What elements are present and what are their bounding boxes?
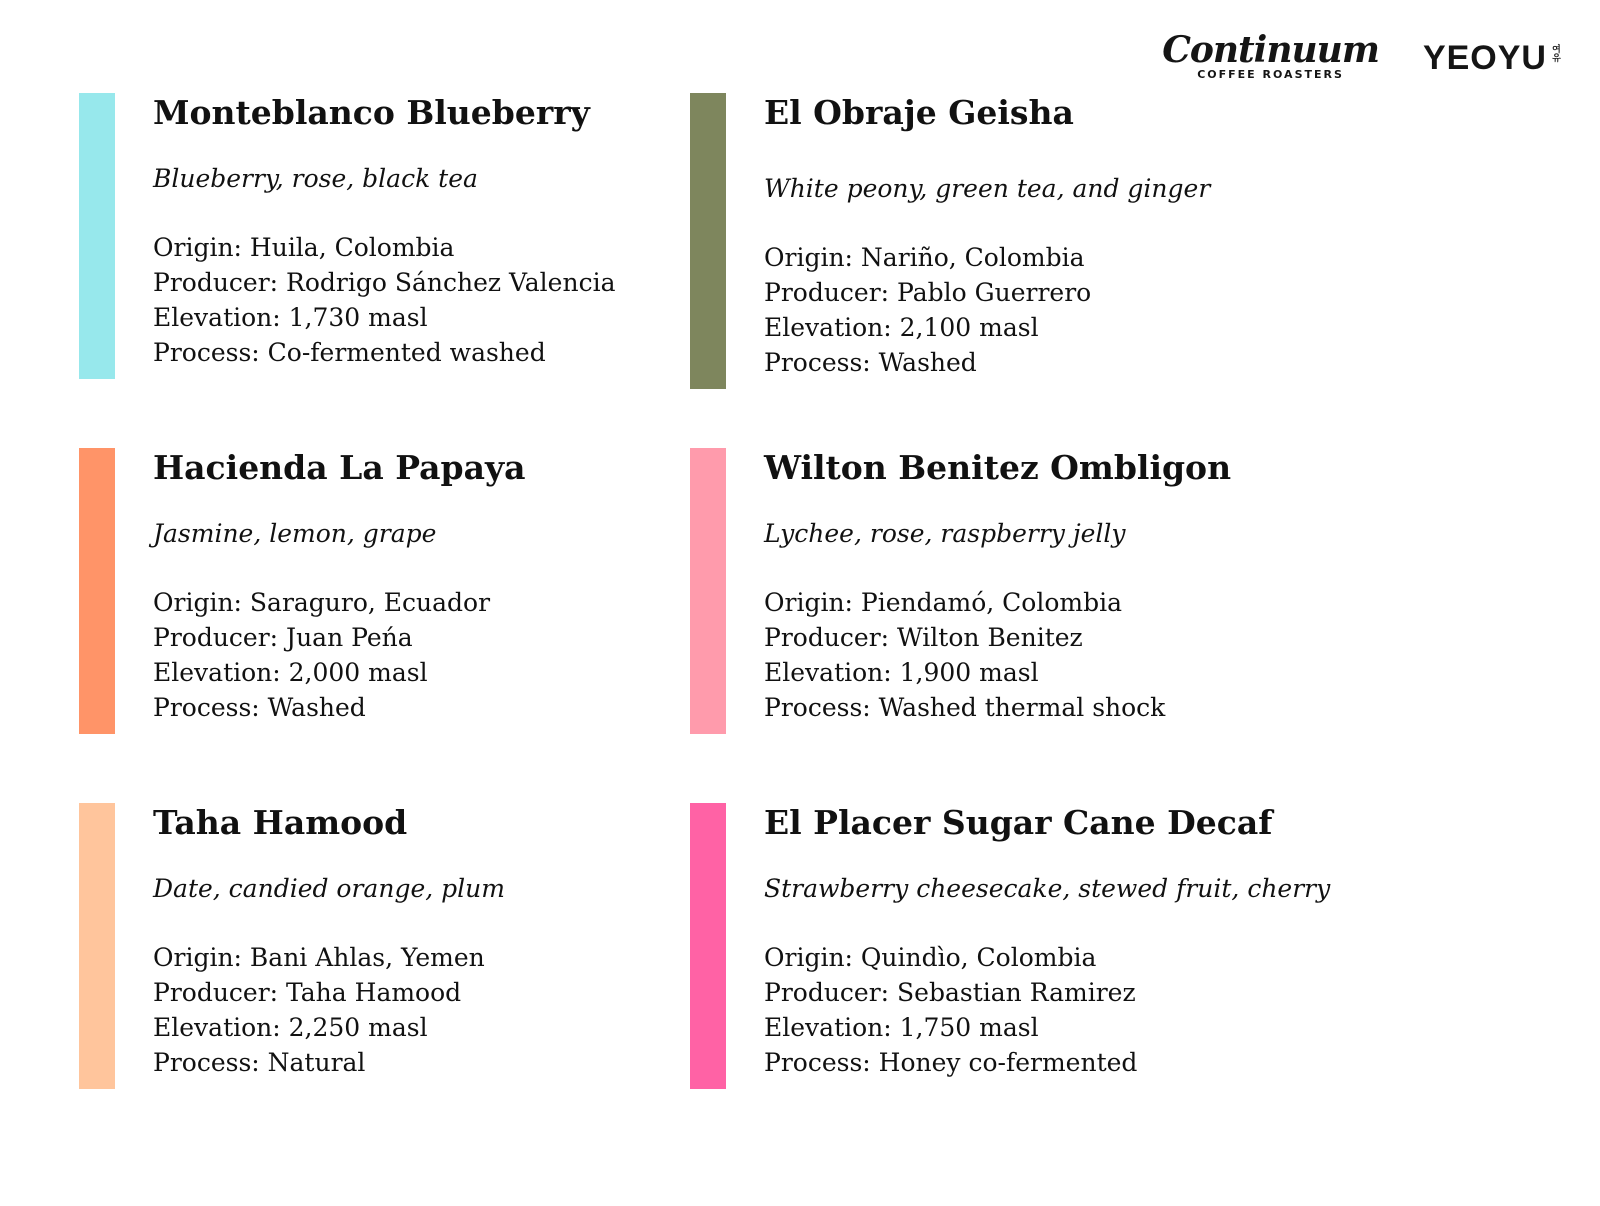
- producer: Producer: Juan Peńa: [153, 623, 413, 652]
- coffee-card-content: [764, 93, 1284, 380]
- yeoyu-logo: [1423, 40, 1560, 76]
- origin: Origin: Piendamó, Colombia: [764, 588, 1123, 617]
- elevation: Elevation: 2,000 masl: [153, 658, 428, 687]
- producer: Producer: Pablo Guerrero: [764, 278, 1092, 307]
- producer: Producer: Rodrigo Sánchez Valencia: [153, 268, 616, 297]
- coffee-details: [764, 240, 1284, 380]
- tasting-notes: White peony, green tea, and ginger: [764, 174, 1211, 203]
- tasting-notes: Lychee, rose, raspberry jelly: [764, 519, 1126, 548]
- coffee-name: El Placer Sugar Cane Decaf: [764, 803, 1273, 842]
- process: Process: Co-fermented washed: [153, 338, 546, 367]
- coffee-name: Monteblanco Blueberry: [153, 93, 590, 132]
- brand-logos: [1162, 30, 1560, 81]
- coffee-name: Hacienda La Papaya: [153, 448, 526, 487]
- continuum-logo-tagline: COFFEE ROASTERS: [1197, 68, 1344, 81]
- producer: Producer: Sebastian Ramirez: [764, 978, 1136, 1007]
- process: Process: Washed thermal shock: [764, 693, 1166, 722]
- coffee-card-content: [153, 93, 673, 370]
- coffee-name: Wilton Benitez Ombligon: [764, 448, 1232, 487]
- tasting-notes: Blueberry, rose, black tea: [153, 164, 478, 193]
- color-swatch-bar: [79, 93, 115, 379]
- process: Process: Natural: [153, 1048, 366, 1077]
- origin: Origin: Nariño, Colombia: [764, 243, 1085, 272]
- coffee-name: Taha Hamood: [153, 803, 408, 842]
- coffee-card-content: [764, 803, 1331, 1080]
- producer: Producer: Wilton Benitez: [764, 623, 1083, 652]
- coffee-card-content: [764, 448, 1284, 725]
- coffee-details: [153, 940, 673, 1080]
- coffee-details: [764, 585, 1284, 725]
- yeoyu-logo-korean: 여유: [1550, 44, 1560, 62]
- color-swatch-bar: [690, 448, 726, 734]
- continuum-logo-wordmark: Continuum: [1162, 29, 1379, 71]
- elevation: Elevation: 1,750 masl: [764, 1013, 1039, 1042]
- elevation: Elevation: 2,100 masl: [764, 313, 1039, 342]
- tasting-notes: Strawberry cheesecake, stewed fruit, cherry: [764, 874, 1331, 903]
- origin: Origin: Saraguro, Ecuador: [153, 588, 491, 617]
- yeoyu-logo-wordmark: YEOYU: [1422, 39, 1547, 77]
- process: Process: Washed: [153, 693, 366, 722]
- elevation: Elevation: 1,730 masl: [153, 303, 428, 332]
- continuum-logo: [1162, 30, 1379, 81]
- coffee-card-content: [153, 448, 673, 725]
- tasting-notes: Date, candied orange, plum: [153, 874, 505, 903]
- elevation: Elevation: 1,900 masl: [764, 658, 1039, 687]
- origin: Origin: Huila, Colombia: [153, 233, 455, 262]
- coffee-details: [764, 940, 1284, 1080]
- process: Process: Honey co-fermented: [764, 1048, 1138, 1077]
- coffee-details: [153, 230, 673, 370]
- elevation: Elevation: 2,250 masl: [153, 1013, 428, 1042]
- origin: Origin: Quindìo, Colombia: [764, 943, 1097, 972]
- origin: Origin: Bani Ahlas, Yemen: [153, 943, 485, 972]
- tasting-notes: Jasmine, lemon, grape: [153, 519, 437, 548]
- color-swatch-bar: [79, 448, 115, 734]
- color-swatch-bar: [690, 803, 726, 1089]
- color-swatch-bar: [79, 803, 115, 1089]
- coffee-card-content: [153, 803, 673, 1080]
- process: Process: Washed: [764, 348, 977, 377]
- coffee-details: [153, 585, 673, 725]
- color-swatch-bar: [690, 93, 726, 389]
- coffee-name: El Obraje Geisha: [764, 93, 1074, 132]
- producer: Producer: Taha Hamood: [153, 978, 462, 1007]
